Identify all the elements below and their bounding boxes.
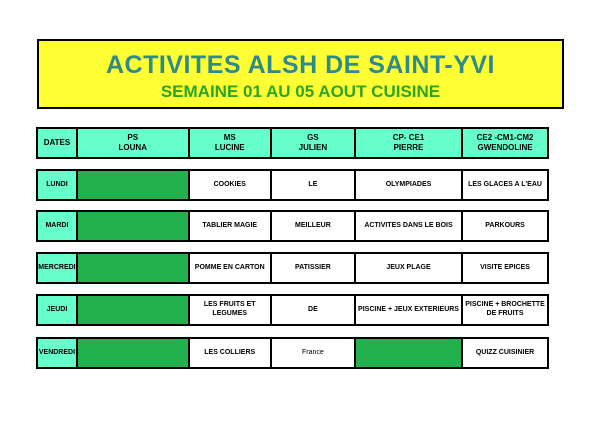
header-group-ms xyxy=(188,127,272,159)
activity-cell: PISCINE + JEUX EXTERIEURS xyxy=(354,294,463,326)
header-group-gs xyxy=(270,127,356,159)
activity-cell: COOKIES xyxy=(188,169,272,201)
day-label: MERCREDI xyxy=(36,252,78,284)
day-label: LUNDI xyxy=(36,169,78,201)
activity-cell: MEILLEUR xyxy=(270,210,356,242)
activity-cell: QUIZZ CUISINIER xyxy=(461,337,549,369)
activity-cell: TABLIER MAGIE xyxy=(188,210,272,242)
table-row xyxy=(36,294,549,326)
group-leader: LOUNA xyxy=(118,143,147,152)
activity-cell: PATISSIER xyxy=(270,252,356,284)
activity-cell xyxy=(76,337,190,369)
activity-cell: LES COLLIERS xyxy=(188,337,272,369)
activity-cell: LES FRUITS ET LEGUMES xyxy=(188,294,272,326)
day-label: VENDREDI xyxy=(36,337,78,369)
activity-cell xyxy=(76,294,190,326)
day-label: MARDI xyxy=(36,210,78,242)
activity-cell xyxy=(354,337,463,369)
activity-cell: VISITE EPICES xyxy=(461,252,549,284)
header-group-ce2-cm xyxy=(461,127,549,159)
group-leader: GWENDOLINE xyxy=(477,143,533,152)
activity-cell xyxy=(76,210,190,242)
activity-cell: France xyxy=(270,337,356,369)
header-dates: DATES xyxy=(36,127,78,159)
table-row xyxy=(36,252,549,284)
activity-cell: LES GLACES A L'EAU xyxy=(461,169,549,201)
group-level: MS xyxy=(223,133,236,142)
activity-cell: PISCINE + BROCHETTE DE FRUITS xyxy=(461,294,549,326)
title-box xyxy=(37,39,564,109)
header-row xyxy=(36,127,549,159)
table-row xyxy=(36,337,549,369)
activity-cell: OLYMPIADES xyxy=(354,169,463,201)
activity-cell: POMME EN CARTON xyxy=(188,252,272,284)
header-group-cp-ce1 xyxy=(354,127,463,159)
activity-cell: JEUX PLAGE xyxy=(354,252,463,284)
group-level: CE2 -CM1-CM2 xyxy=(476,133,534,142)
group-level: PS xyxy=(127,133,139,142)
activity-cell xyxy=(76,252,190,284)
activity-cell xyxy=(76,169,190,201)
group-leader: JULIEN xyxy=(298,143,328,152)
page-title: ACTIVITES ALSH DE SAINT-YVI xyxy=(105,51,495,79)
group-leader: LUCINE xyxy=(214,143,245,152)
table-row xyxy=(36,169,549,201)
activity-cell: PARKOURS xyxy=(461,210,549,242)
activity-cell: DE xyxy=(270,294,356,326)
day-label: JEUDI xyxy=(36,294,78,326)
activity-cell: ACTIVITES DANS LE BOIS xyxy=(354,210,463,242)
header-group-ps xyxy=(76,127,190,159)
group-level: GS xyxy=(307,133,319,142)
group-level: CP- CE1 xyxy=(392,133,425,142)
group-leader: PIERRE xyxy=(393,143,424,152)
table-row xyxy=(36,210,549,242)
activity-cell: LE xyxy=(270,169,356,201)
page-subtitle: SEMAINE 01 AU 05 AOUT CUISINE xyxy=(160,82,441,101)
